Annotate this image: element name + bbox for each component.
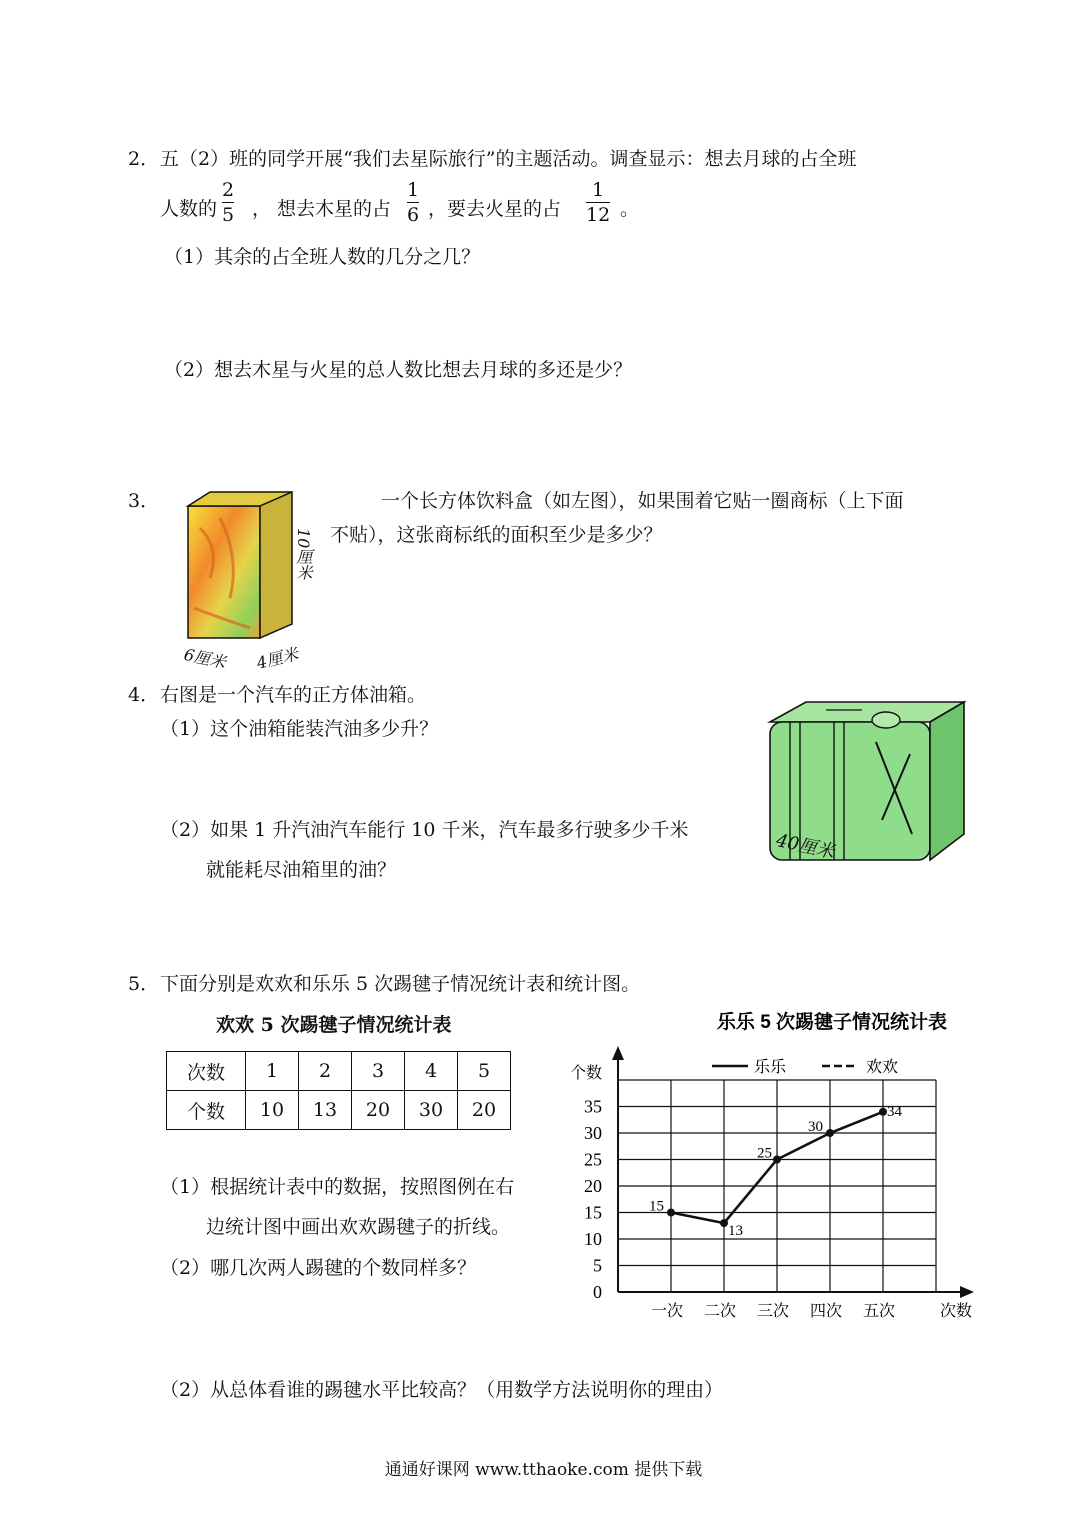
q3-line1: 一个长方体饮料盒（如左图），如果围着它贴一圈商标（上下面	[381, 490, 904, 512]
y-tick-label: 5	[593, 1255, 602, 1276]
q4-dim-label: 40厘米	[774, 830, 837, 863]
y-tick-label: 35	[584, 1096, 602, 1117]
y-tick-label: 25	[584, 1149, 602, 1170]
data-point	[720, 1219, 728, 1227]
tank-side-face	[930, 702, 964, 860]
chart-title: 乐乐 5 次踢毽子情况统计表	[716, 1012, 948, 1033]
y-tick-label: 15	[584, 1202, 602, 1223]
x-axis-label: 次数	[939, 1303, 973, 1320]
kick-count-table	[166, 1051, 511, 1130]
data-point	[826, 1129, 834, 1137]
q5-sub1a: （1）根据统计表中的数据，按照图例在右	[160, 1176, 515, 1198]
table-row-label: 次数	[167, 1052, 246, 1091]
fraction-denominator: 6	[407, 204, 420, 226]
x-tick-label: 二次	[703, 1303, 737, 1320]
q4-number: 4．	[128, 684, 160, 706]
fraction-denominator: 12	[586, 204, 611, 226]
q2-sub1: （1）其余的占全班人数的几分之几？	[164, 246, 481, 268]
tank-cap	[872, 712, 900, 728]
x-axis-arrow-icon	[960, 1286, 974, 1298]
legend-label-lele: 乐乐	[754, 1059, 787, 1076]
data-label: 25	[757, 1145, 772, 1162]
table-cell: 20	[458, 1091, 511, 1130]
fraction-numerator: 1	[407, 179, 420, 201]
fraction-denominator: 5	[222, 204, 235, 226]
data-label: 30	[808, 1119, 823, 1135]
q5-sub3: （2）从总体看谁的踢毽水平比较高？（用数学方法说明你的理由）	[160, 1379, 724, 1401]
data-label: 34	[887, 1103, 902, 1120]
q5-sub1b: 边统计图中画出欢欢踢毽子的折线。	[206, 1216, 511, 1238]
q2-text-d: 。	[620, 198, 640, 220]
q2-fraction-jupiter	[407, 178, 419, 227]
q2-text-a: 人数的	[160, 198, 218, 220]
q2-number: 2．	[128, 148, 160, 170]
table-cell: 4	[405, 1052, 458, 1091]
x-tick-label: 五次	[862, 1303, 896, 1320]
table-row	[167, 1091, 511, 1130]
q3-line2: 不贴），这张商标纸的面积至少是多少？	[330, 524, 663, 546]
y-axis-arrow-icon	[612, 1046, 624, 1060]
q2-fraction-mars	[586, 178, 610, 227]
q5-number: 5．	[128, 973, 160, 995]
data-point	[773, 1156, 781, 1164]
table-cell: 20	[352, 1091, 405, 1130]
chart-legend	[712, 1058, 898, 1076]
q4-sub2b: 就能耗尽油箱里的油？	[206, 859, 397, 881]
y-tick-label: 0	[593, 1282, 602, 1302]
box-side-face	[260, 492, 292, 638]
table-cell: 13	[299, 1091, 352, 1130]
q2-line1: 五（2）班的同学开展“我们去星际旅行”的主题活动。调查显示：想去月球的占全班	[160, 148, 857, 170]
x-tick-label: 四次	[809, 1303, 843, 1320]
q4-line1: 右图是一个汽车的正方体油箱。	[160, 684, 427, 706]
table-row-label: 个数	[167, 1091, 246, 1130]
q5-sub2: （2）哪几次两人踢毽的个数同样多？	[160, 1257, 477, 1279]
q4-sub1: （1）这个油箱能装汽油多少升？	[160, 718, 439, 740]
chart-ticks	[570, 1064, 972, 1320]
q2-text-c: ，要去火星的占	[428, 198, 562, 220]
table-cell: 10	[246, 1091, 299, 1130]
y-tick-label: 20	[584, 1176, 602, 1196]
y-tick-label: 10	[584, 1229, 602, 1249]
y-tick-label: 30	[584, 1123, 602, 1143]
data-point	[879, 1108, 887, 1116]
data-label: 13	[728, 1223, 743, 1240]
legend-label-huanhuan: 欢欢	[866, 1059, 899, 1076]
q2-sub2: （2）想去木星与火星的总人数比想去月球的多还是少？	[164, 359, 633, 381]
table-cell: 2	[299, 1052, 352, 1091]
table-row	[167, 1052, 511, 1091]
data-point	[667, 1209, 675, 1217]
table-cell: 1	[246, 1052, 299, 1091]
chart-series	[649, 1104, 903, 1239]
table-cell: 5	[458, 1052, 511, 1091]
footer-credit: 通通好课网 www.tthaoke.com 提供下载	[384, 1460, 703, 1480]
line-chart	[560, 1004, 990, 1334]
x-tick-label: 三次	[756, 1303, 790, 1320]
x-tick-label: 一次	[650, 1303, 684, 1320]
q3-height-label: 10厘米	[294, 528, 313, 581]
data-label: 15	[649, 1198, 664, 1215]
q3-number: 3．	[128, 490, 160, 512]
table-cell: 30	[405, 1091, 458, 1130]
q2-fraction-moon	[222, 178, 234, 227]
y-axis-label: 个数	[569, 1065, 603, 1082]
q4-sub2a: （2）如果 1 升汽油汽车能行 10 千米，汽车最多行驶多少千米	[160, 819, 689, 841]
q3-width-label: 4厘米	[254, 644, 301, 673]
q5-table-title: 欢欢 5 次踢毽子情况统计表	[216, 1014, 452, 1036]
q3-length-label: 6厘米	[182, 644, 228, 673]
chart-axes	[612, 1046, 974, 1298]
table-cell: 3	[352, 1052, 405, 1091]
fraction-numerator: 2	[222, 179, 235, 201]
q5-line1: 下面分别是欢欢和乐乐 5 次踢毽子情况统计表和统计图。	[160, 973, 641, 995]
q2-text-b: ， 想去木星的占	[252, 198, 392, 220]
fraction-numerator: 1	[592, 179, 605, 201]
